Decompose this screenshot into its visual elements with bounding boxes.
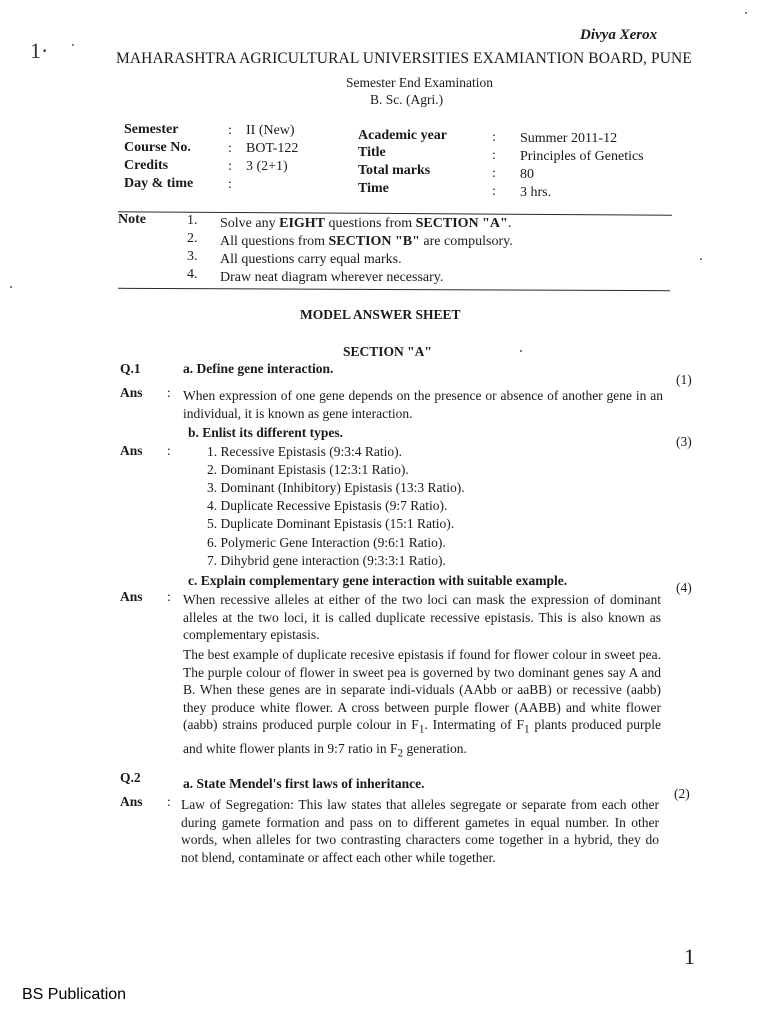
page-number: 1	[684, 944, 695, 969]
info-value-credits: 3 (2+1)	[246, 159, 288, 174]
answer-colon: :	[167, 794, 171, 809]
degree-title: B. Sc. (Agri.)	[370, 92, 444, 107]
question-marks: (3)	[676, 434, 692, 449]
list-item: 2. Dominant Epistasis (12:3:1 Ratio).	[207, 462, 409, 477]
note-label: Note	[118, 212, 146, 227]
info-colon: :	[228, 177, 232, 192]
answer-text-part: generation.	[403, 740, 467, 756]
answer-text-part: The best example of duplicate recesive epistasis if found for flower colour in sweet pea. The purple colour of flower in sweet pea is governed by two dominant genes say A and B. When these genes are in separate indi-viduals (AAbb or aaBB) or recessive (aabb) they produce white flower. A cross between purple flower (AABB) and white flower (aabb) strains produced purple colour in F	[183, 647, 661, 733]
section-title: SECTION "A"	[343, 344, 432, 359]
model-answer-title: MODEL ANSWER SHEET	[300, 307, 461, 322]
answer-colon: :	[167, 385, 171, 400]
note-number: 3.	[187, 249, 198, 264]
info-value-time: 3 hrs.	[520, 185, 552, 200]
info-label-time: Time	[358, 181, 389, 196]
list-item: 3. Dominant (Inhibitory) Epistasis (13:3 Ratio).	[207, 480, 465, 495]
list-item: 1. Recessive Epistasis (9:3:4 Ratio).	[207, 444, 402, 459]
info-colon: :	[492, 148, 496, 163]
publisher-footer: BS Publication	[22, 986, 127, 1003]
answer-label: Ans	[120, 443, 143, 458]
note-bold-text: SECTION "B"	[328, 234, 420, 249]
question-text: b. Enlist its different types.	[188, 425, 344, 440]
answer-text: When expression of one gene depends on the presence or absence of another gene in an individual, it is known as gene interaction.	[183, 388, 663, 421]
note-text: questions from	[325, 216, 416, 231]
note-text: Solve any	[220, 216, 280, 231]
info-label-semester: Semester	[124, 122, 179, 137]
question-text: a. State Mendel's first laws of inheritance.	[183, 776, 425, 791]
answer-text	[183, 646, 661, 763]
answer-text-part: plants produced purple and white flower plants in 9:7 ratio in F	[183, 717, 662, 756]
question-marks: (2)	[674, 786, 690, 801]
note-bottom-rule	[118, 288, 670, 291]
info-colon: :	[492, 130, 496, 145]
note-bold-text: EIGHT	[279, 216, 326, 231]
info-value-course: BOT-122	[246, 141, 299, 156]
info-label-credits: Credits	[124, 158, 169, 173]
answer-label: Ans	[120, 385, 143, 400]
list-item: 4. Duplicate Recessive Epistasis (9:7 Ratio).	[207, 498, 448, 513]
note-number: 1.	[187, 213, 198, 228]
scan-speckle	[745, 12, 747, 14]
info-value-title: Principles of Genetics	[520, 149, 644, 164]
subscript: 1	[523, 724, 530, 737]
note-text: are compulsory.	[419, 234, 513, 249]
subscript: 1	[418, 724, 425, 737]
info-value-academic-year: Summer 2011-12	[520, 131, 618, 146]
subscript: 2	[397, 747, 404, 760]
note-item: Draw neat diagram wherever necessary.	[220, 270, 444, 285]
info-colon: :	[492, 184, 496, 199]
note-number: 2.	[187, 231, 198, 246]
info-label-academic-year: Academic year	[358, 128, 448, 143]
question-marks: (1)	[676, 372, 692, 387]
info-label-course: Course No.	[124, 140, 191, 155]
question-marks: (4)	[676, 580, 692, 595]
answer-colon: :	[167, 443, 171, 458]
scan-speckle	[72, 44, 74, 46]
scan-speckle	[520, 350, 522, 352]
info-colon: :	[228, 159, 232, 174]
note-text: .	[507, 216, 512, 231]
note-item	[220, 216, 511, 232]
board-title: MAHARASHTRA AGRICULTURAL UNIVERSITIES EXAMIANTION BOARD, PUNE	[116, 50, 692, 67]
list-item: 5. Duplicate Dominant Epistasis (15:1 Ratio).	[207, 516, 455, 531]
note-bold-text: SECTION "A"	[415, 216, 508, 231]
info-colon: :	[492, 166, 496, 181]
info-value-total-marks: 80	[520, 167, 534, 182]
answer-colon: :	[167, 589, 171, 604]
list-item: 6. Polymeric Gene Interaction (9:6:1 Ratio).	[207, 535, 446, 550]
info-colon: :	[228, 141, 232, 156]
question-text: a. Define gene interaction.	[183, 361, 334, 376]
margin-scribble-mark: 1·	[30, 38, 49, 63]
answer-text: When recessive alleles at either of the two loci can mask the expression of dominant alleles at the two loci, it is called duplicate recessive epistasis. This is also known as complementary epistasis.	[183, 592, 661, 643]
info-label-daytime: Day & time	[124, 176, 194, 191]
note-text: All questions from	[220, 234, 329, 249]
info-value-semester: II (New)	[246, 123, 295, 138]
scan-speckle	[700, 258, 702, 260]
note-item	[220, 234, 513, 250]
question-number: Q.1	[120, 361, 141, 376]
answer-label: Ans	[120, 794, 143, 809]
question-text: c. Explain complementary gene interaction with suitable example.	[188, 573, 568, 588]
info-colon: :	[228, 123, 232, 138]
exam-title: Semester End Examination	[346, 75, 493, 90]
answer-text-part: . Intermating of F	[424, 717, 524, 733]
list-item: 7. Dihybrid gene interaction (9:3:3:1 Ratio).	[207, 553, 446, 568]
xerox-stamp: Divya Xerox	[580, 27, 658, 43]
scan-speckle	[10, 286, 12, 288]
info-label-total-marks: Total marks	[358, 163, 431, 178]
answer-label: Ans	[120, 589, 143, 604]
question-number: Q.2	[120, 770, 141, 785]
note-item: All questions carry equal marks.	[220, 252, 402, 267]
info-label-title: Title	[358, 145, 386, 160]
answer-text: Law of Segregation: This law states that alleles segregate or separate from each other during gamete formation and pass on to different gametes in equal number. In other words, when alleles for two contrasting characters come together in a hybrid, they do not blend, contaminate or affect each other while together.	[181, 797, 659, 865]
note-number: 4.	[187, 267, 198, 282]
